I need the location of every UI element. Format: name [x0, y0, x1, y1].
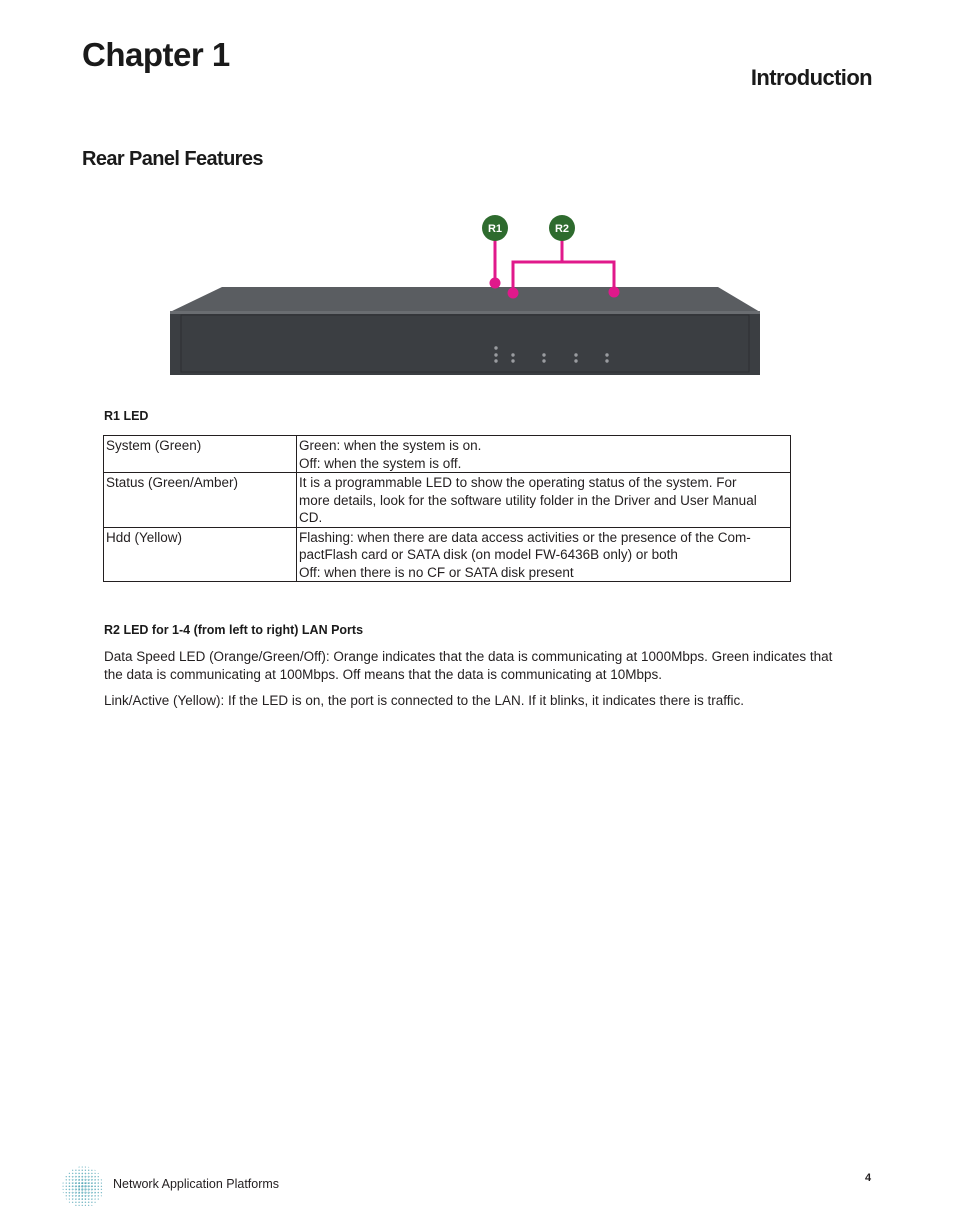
device-front: [170, 311, 760, 375]
paragraph-line: the data is communicating at 100Mbps. Off means that the data is communicating at 10Mbps.: [104, 666, 663, 682]
description-line: pactFlash card or SATA disk (on model FW-6436B only) or both: [299, 547, 678, 562]
section-heading: Rear Panel Features: [82, 148, 263, 170]
page-number: 4: [865, 1172, 872, 1184]
row-description: [297, 527, 791, 582]
r2-data-speed-paragraph: [104, 648, 880, 683]
r1-heading: R1 LED: [104, 409, 149, 423]
table-row: [104, 473, 791, 528]
row-label: Hdd (Yellow): [104, 527, 297, 582]
paragraph-line: Data Speed LED (Orange/Green/Off): Orange indicates that the data is communicating at 1000Mbps. Green indicates that: [104, 649, 833, 664]
description-line: Off: when the system is off.: [299, 455, 462, 471]
row-label: Status (Green/Amber): [104, 473, 297, 528]
r2-heading: R2 LED for 1-4 (from left to right) LAN Ports: [104, 623, 364, 637]
table-row: [104, 527, 791, 582]
callout-r1-label: R1: [487, 223, 503, 235]
callout-r2: [549, 215, 575, 241]
description-line: Off: when there is no CF or SATA disk present: [299, 564, 574, 580]
r1-led-table: [103, 435, 791, 582]
description-line: Green: when the system is on.: [299, 438, 482, 453]
description-line: more details, look for the software utility folder in the Driver and User Manual: [299, 492, 757, 508]
callout-r2-label: R2: [554, 223, 570, 235]
device-top: [170, 287, 760, 312]
chapter-title: Chapter 1: [82, 36, 230, 73]
company-logo-icon: [60, 1164, 106, 1210]
footer-text: Network Application Platforms: [113, 1177, 280, 1191]
callout-lines: [495, 240, 614, 293]
callout-r1: [482, 215, 508, 241]
row-description: [297, 436, 791, 473]
table-row: [104, 436, 791, 473]
rear-panel-figure: [0, 200, 954, 390]
description-line: CD.: [299, 510, 323, 525]
description-line: Flashing: when there are data access activities or the presence of the Com-: [299, 529, 751, 545]
description-line: It is a programmable LED to show the operating status of the system. For: [299, 475, 737, 490]
row-description: [297, 473, 791, 528]
r2-link-active-paragraph: Link/Active (Yellow): If the LED is on, the port is connected to the LAN. If it blinks, it indicates there is traffic.: [104, 693, 745, 708]
row-label: System (Green): [104, 436, 297, 473]
page-title: Introduction: [750, 65, 872, 90]
